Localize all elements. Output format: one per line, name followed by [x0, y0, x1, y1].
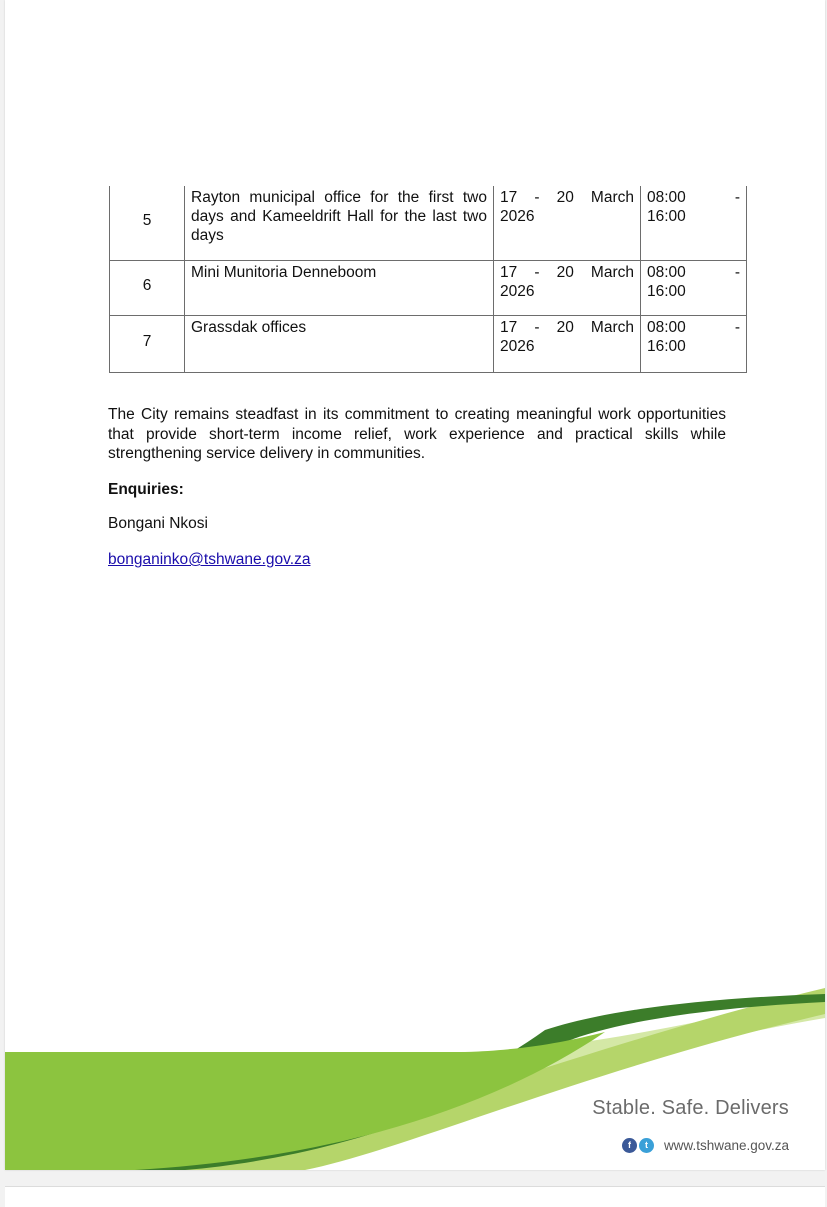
time-start: 08:00: [647, 263, 686, 281]
twitter-icon[interactable]: t: [639, 1138, 654, 1153]
date-part: March: [590, 318, 634, 336]
time-start: 08:00: [647, 189, 686, 206]
venue-text-line: days and Kameeldrift Hall for the last two: [191, 208, 487, 225]
date-part: 17: [500, 263, 518, 281]
next-page-edge: [5, 1186, 825, 1207]
closing-paragraph: The City remains steadfast in its commitment to creating meaningful work opportunities that provide short-term income relief, work experience and practical skills while strengthening service delivery in communities.: [108, 406, 726, 462]
time-cell: [641, 260, 747, 315]
venue-text-line: Mini Munitoria Denneboom: [191, 263, 377, 281]
enquiries-contact-name: Bongani Nkosi: [108, 515, 208, 532]
time-dash: -: [734, 189, 740, 206]
venue-text-line: Rayton municipal office for the first two: [191, 189, 487, 206]
footer-slogan: Stable. Safe. Delivers: [592, 1097, 789, 1119]
date-part: 20: [556, 263, 574, 281]
table-row: [110, 186, 747, 260]
row-number: 7: [110, 315, 185, 372]
time-end: 16:00: [647, 337, 686, 355]
time-dash: -: [734, 318, 740, 336]
time-cell: [641, 315, 747, 372]
time-cell: [641, 186, 747, 260]
date-year: 2026: [500, 337, 535, 355]
venue-cell: [185, 315, 494, 372]
time-end: 16:00: [647, 282, 686, 300]
date-part: 20: [556, 318, 574, 336]
date-part: 17: [500, 189, 518, 206]
table-row: [110, 260, 747, 315]
time-end: 16:00: [647, 208, 686, 225]
document-page: [5, 0, 825, 1170]
date-part: 20: [556, 189, 574, 206]
date-cell: [494, 260, 641, 315]
date-cell: [494, 315, 641, 372]
row-number: 6: [110, 260, 185, 315]
venue-cell: [185, 260, 494, 315]
footer-web: [620, 1138, 789, 1153]
date-year: 2026: [500, 208, 535, 225]
date-part: -: [534, 189, 540, 206]
date-part: -: [534, 318, 540, 336]
time-dash: -: [734, 263, 740, 281]
date-part: 17: [500, 318, 518, 336]
facebook-icon[interactable]: f: [622, 1138, 637, 1153]
row-number: 5: [110, 186, 185, 260]
footer-website: www.tshwane.gov.za: [663, 1138, 789, 1153]
enquiries-email-link[interactable]: bonganinko@tshwane.gov.za: [108, 551, 311, 568]
venue-cell: [185, 186, 494, 260]
venue-text-line: Grassdak offices: [191, 318, 307, 336]
date-part: March: [590, 263, 634, 281]
venue-text-line: days: [191, 227, 224, 244]
date-part: -: [534, 263, 540, 281]
social-icons: [620, 1138, 654, 1153]
schedule-table: [109, 186, 747, 373]
date-year: 2026: [500, 282, 535, 300]
date-part: March: [590, 189, 634, 206]
table-row: [110, 315, 747, 372]
time-start: 08:00: [647, 318, 686, 336]
enquiries-label: Enquiries:: [108, 481, 184, 498]
date-cell: [494, 186, 641, 260]
